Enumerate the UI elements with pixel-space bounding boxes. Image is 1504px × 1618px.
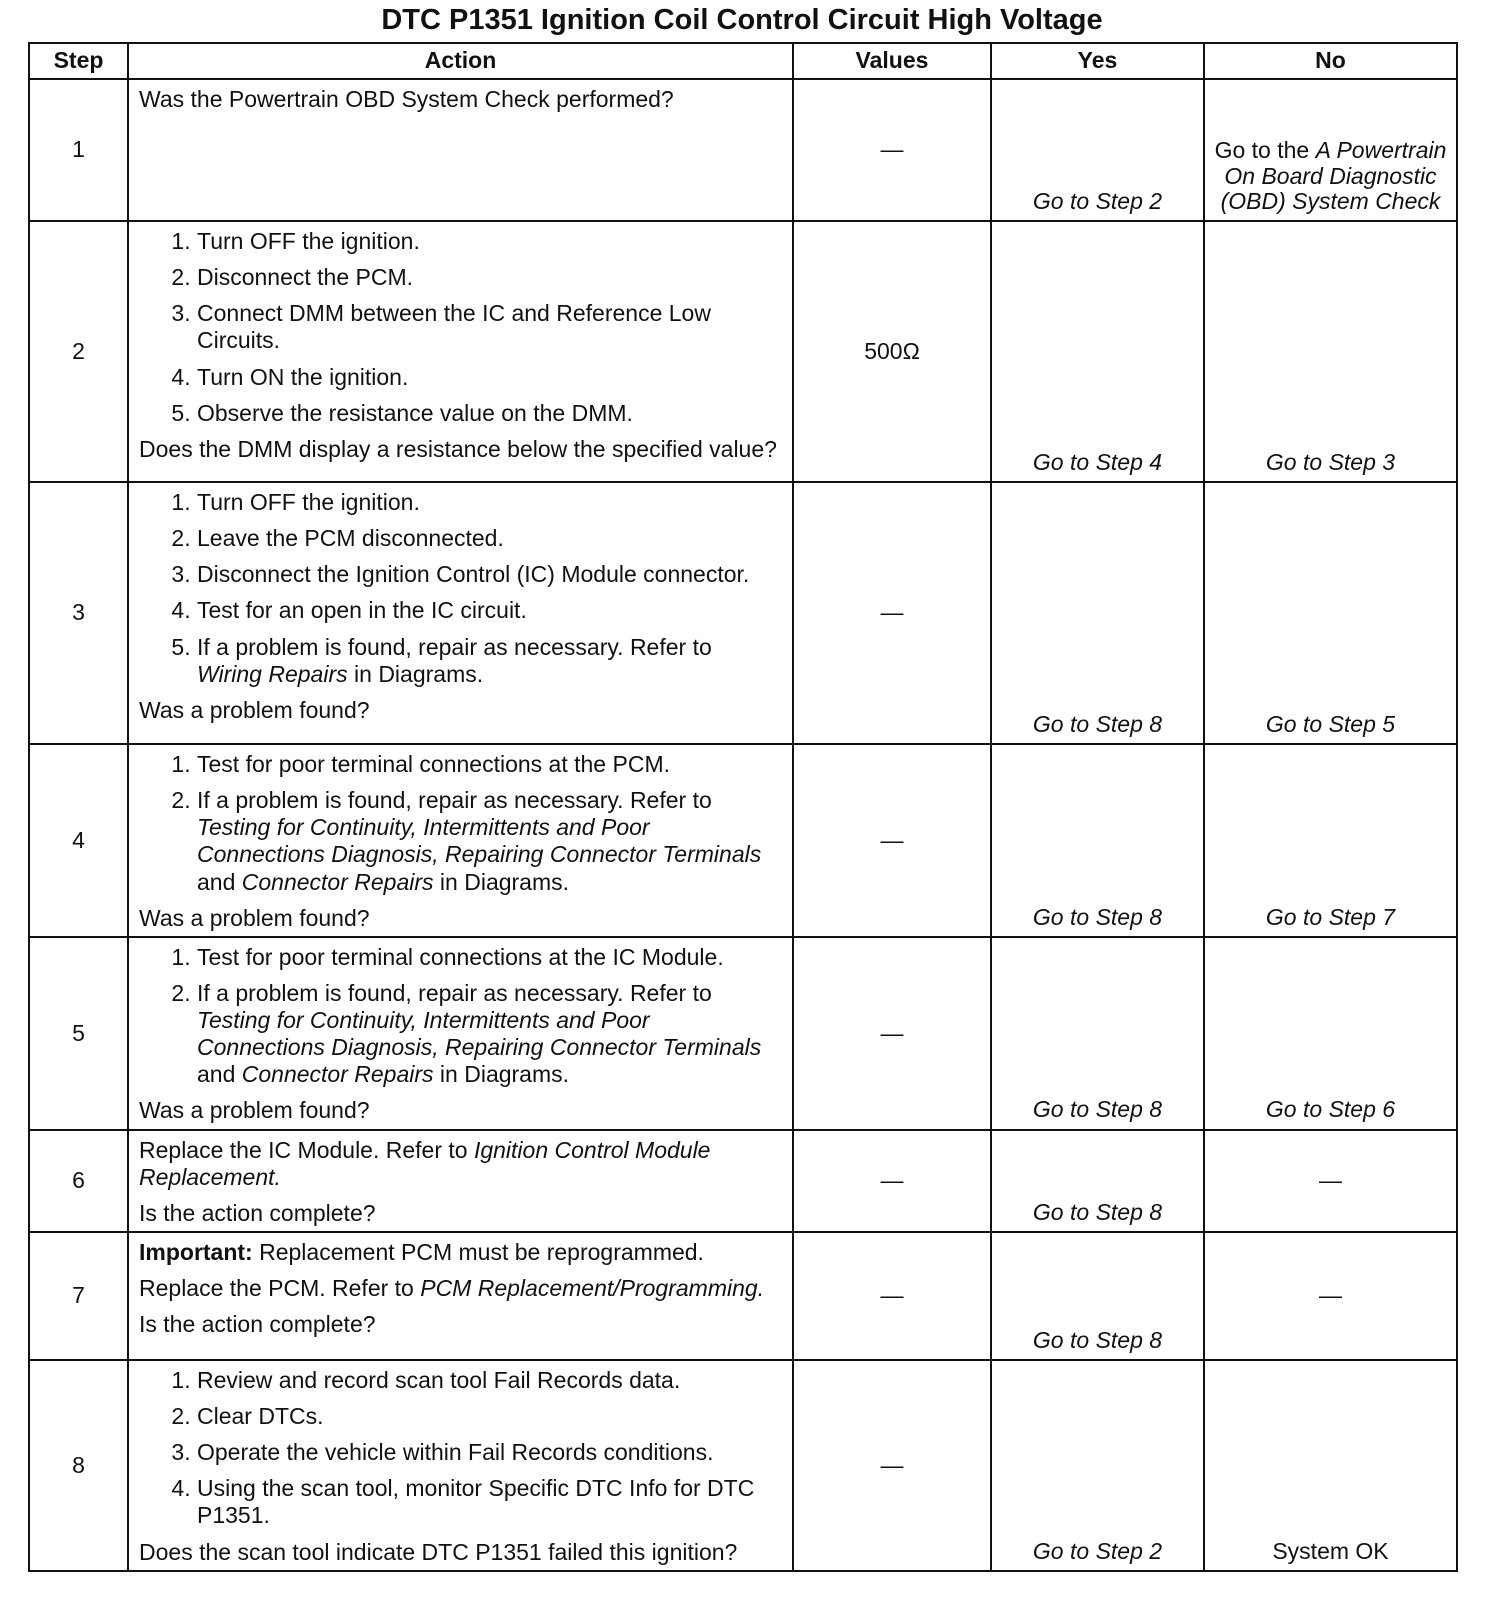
procedure-item: 3. Disconnect the Ignition Control (IC) Module connector. — [197, 561, 782, 588]
action-cell — [128, 1360, 793, 1571]
question-text: Does the DMM display a resistance below the specified value? — [139, 435, 777, 462]
table-row — [29, 79, 1457, 221]
procedure-item — [197, 787, 782, 896]
action-cell — [128, 1130, 793, 1232]
ic-module-replacement-reference: Ignition Control Module Replacement. — [139, 1136, 711, 1190]
procedure-item: 4. Test for an open in the IC circuit. — [197, 597, 782, 624]
header-action: Action — [128, 43, 793, 79]
yes-cell: Go to Step 4 — [991, 221, 1204, 482]
item-text: in — [439, 1061, 458, 1088]
procedure-list — [139, 944, 782, 1089]
procedure-item: 1. Test for poor terminal connections at the IC Module. — [197, 944, 782, 971]
page-title: DTC P1351 Ignition Coil Control Circuit High Voltage — [381, 4, 1103, 36]
continuity-reference: Testing for Continuity, Intermittents and Poor Connections Diagnosis, Repairing Connector Terminals — [197, 1007, 762, 1061]
yes-cell: Go to Step 2 — [991, 1360, 1204, 1571]
yes-cell: Go to Step 8 — [991, 1130, 1204, 1232]
item-text: Replace the IC Module. Refer to — [139, 1136, 468, 1163]
value-cell: — — [793, 937, 991, 1130]
item-text: and — [197, 868, 236, 895]
item-text: If a problem is found, repair as necessary. Refer to — [197, 979, 712, 1006]
connector-repairs-reference: Connector Repairs — [241, 868, 434, 895]
procedure-item: 5. Observe the resistance value on the DMM. — [197, 400, 782, 427]
procedure-item: 4. Using the scan tool, monitor Specific DTC Info for DTC P1351. — [197, 1475, 782, 1529]
wiring-repairs-reference: Wiring Repairs — [197, 660, 348, 687]
yes-cell: Go to Step 8 — [991, 482, 1204, 744]
question-text: Does the scan tool indicate DTC P1351 failed this ignition? — [139, 1538, 738, 1565]
step-number: 2 — [29, 221, 128, 482]
yes-cell: Go to Step 2 — [991, 79, 1204, 221]
item-text: in — [439, 868, 458, 895]
continuity-reference: Testing for Continuity, Intermittents and Poor Connections Diagnosis, Repairing Connector Terminals — [197, 814, 762, 868]
procedure-item: 1. Test for poor terminal connections at the PCM. — [197, 751, 782, 778]
action-text — [139, 1275, 782, 1302]
procedure-list — [139, 489, 782, 688]
procedure-item: 1. Review and record scan tool Fail Records data. — [197, 1367, 782, 1394]
no-cell: Go to Step 7 — [1204, 744, 1457, 937]
procedure-item: 3. Connect DMM between the IC and Reference Low Circuits. — [197, 300, 782, 354]
diagrams-reference: Diagrams. — [378, 660, 484, 687]
value-cell: — — [793, 1360, 991, 1571]
value-cell: 500Ω — [793, 221, 991, 482]
no-cell: — — [1204, 1130, 1457, 1232]
no-cell: Go to Step 5 — [1204, 482, 1457, 744]
table-row — [29, 482, 1457, 744]
procedure-item: 1. Turn OFF the ignition. — [197, 228, 782, 255]
value-cell: — — [793, 1130, 991, 1232]
no-cell: System OK — [1204, 1360, 1457, 1571]
no-cell — [1204, 79, 1457, 221]
item-text: and — [197, 1061, 236, 1088]
item-text: Replace the PCM. Refer to — [139, 1275, 414, 1301]
important-note — [139, 1239, 782, 1266]
step-number: 1 — [29, 79, 128, 221]
yes-cell: Go to Step 8 — [991, 744, 1204, 937]
question-text: Was a problem found? — [139, 1097, 370, 1124]
step-number: 7 — [29, 1232, 128, 1360]
value-cell: — — [793, 1232, 991, 1360]
yes-cell: Go to Step 8 — [991, 1232, 1204, 1360]
step-number: 4 — [29, 744, 128, 937]
header-no: No — [1204, 43, 1457, 79]
diagnostic-table — [28, 42, 1458, 1572]
table-row — [29, 744, 1457, 937]
action-cell — [128, 221, 793, 482]
table-row — [29, 221, 1457, 482]
procedure-item: 4. Turn ON the ignition. — [197, 364, 782, 391]
procedure-item — [197, 634, 782, 688]
table-row — [29, 1130, 1457, 1232]
value-cell: — — [793, 79, 991, 221]
action-cell — [128, 744, 793, 937]
step-number: 5 — [29, 937, 128, 1130]
action-cell — [128, 79, 793, 221]
action-text — [139, 1137, 782, 1191]
value-cell: — — [793, 744, 991, 937]
action-cell — [128, 482, 793, 744]
table-header-row — [29, 43, 1457, 79]
step-number: 6 — [29, 1130, 128, 1232]
header-yes: Yes — [991, 43, 1204, 79]
table-row — [29, 1232, 1457, 1360]
yes-cell: Go to Step 8 — [991, 937, 1204, 1130]
procedure-item: 1. Turn OFF the ignition. — [197, 489, 782, 516]
important-text: Replacement PCM must be reprogrammed. — [259, 1238, 704, 1265]
question-text: Was a problem found? — [139, 696, 370, 723]
procedure-list — [139, 1367, 782, 1530]
no-cell: Go to Step 3 — [1204, 221, 1457, 482]
item-text: If a problem is found, repair as necessary. Refer to — [197, 633, 712, 660]
step-number: 8 — [29, 1360, 128, 1571]
connector-repairs-reference: Connector Repairs — [241, 1061, 434, 1088]
item-text: in — [354, 660, 372, 687]
diagrams-reference: Diagrams. — [464, 868, 570, 895]
question-text: Is the action complete? — [139, 1199, 376, 1226]
procedure-item: 2. Leave the PCM disconnected. — [197, 525, 782, 552]
action-cell — [128, 937, 793, 1130]
procedure-item: 3. Operate the vehicle within Fail Records conditions. — [197, 1439, 782, 1466]
no-reference: A Powertrain On Board Diagnostic (OBD) System Check — [1220, 136, 1447, 215]
no-prefix: Go to the — [1214, 136, 1310, 163]
no-cell: Go to Step 6 — [1204, 937, 1457, 1130]
no-cell: — — [1204, 1232, 1457, 1360]
procedure-list — [139, 228, 782, 427]
header-step: Step — [29, 43, 128, 79]
item-text: If a problem is found, repair as necessary. Refer to — [197, 787, 712, 814]
action-cell — [128, 1232, 793, 1360]
step-number: 3 — [29, 482, 128, 744]
question-text: Is the action complete? — [139, 1311, 376, 1338]
important-label: Important: — [139, 1238, 253, 1265]
header-values: Values — [793, 43, 991, 79]
table-row — [29, 1360, 1457, 1571]
value-cell: — — [793, 482, 991, 744]
pcm-replacement-reference: PCM Replacement/Programming. — [420, 1275, 765, 1301]
diagrams-reference: Diagrams. — [464, 1061, 570, 1088]
procedure-item — [197, 980, 782, 1089]
question-text: Was the Powertrain OBD System Check performed? — [139, 86, 674, 112]
table-row — [29, 937, 1457, 1130]
procedure-list — [139, 751, 782, 896]
procedure-item: 2. Disconnect the PCM. — [197, 264, 782, 291]
procedure-item: 2. Clear DTCs. — [197, 1403, 782, 1430]
question-text: Was a problem found? — [139, 904, 370, 931]
